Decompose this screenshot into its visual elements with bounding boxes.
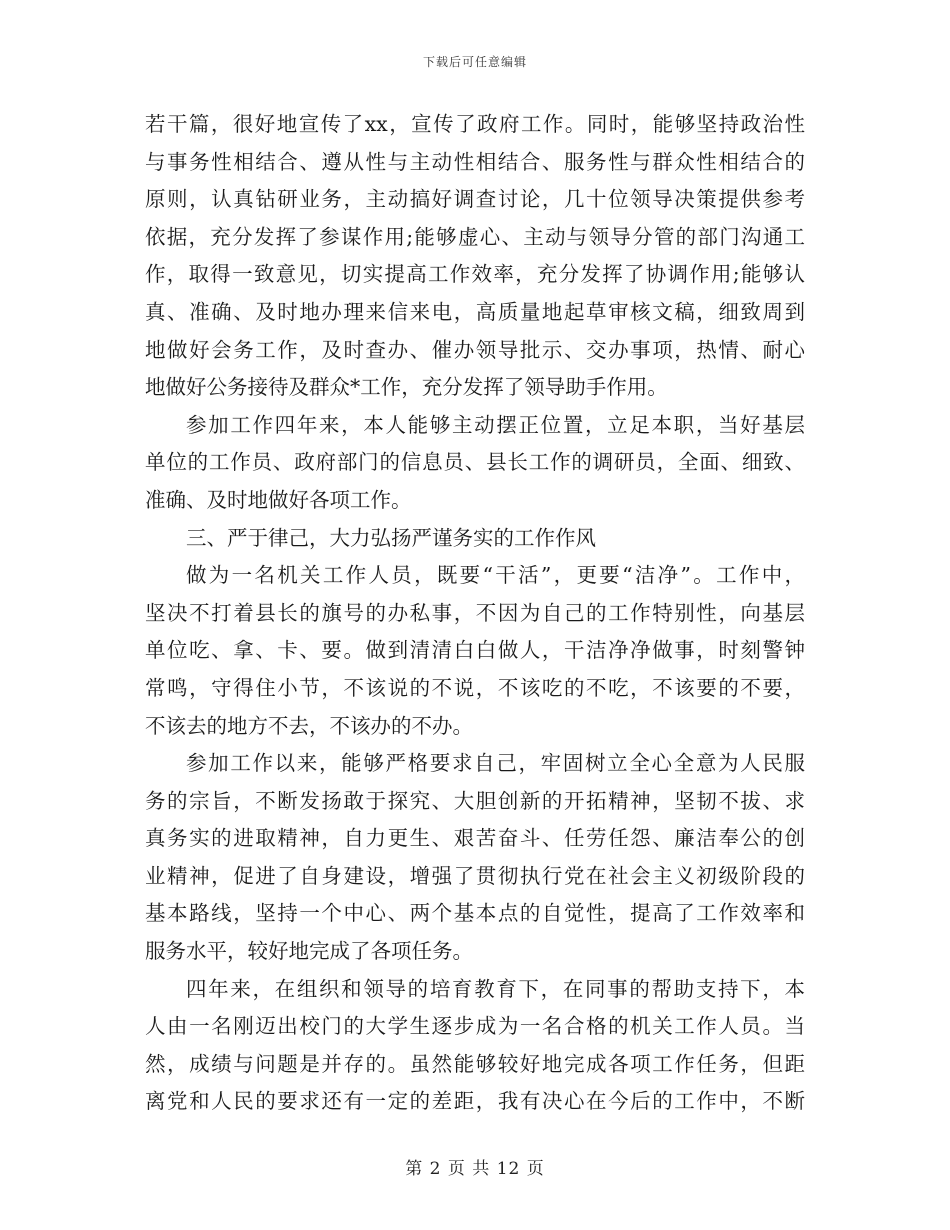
text-line: 服务水平，较好地完成了各项任务。: [145, 939, 473, 964]
text-line: 常鸣，守得住小节，不该说的不说，不该吃的不吃，不该要的不要，: [145, 675, 805, 700]
text-line: 离党和人民的要求还有一定的差距，我有决心在今后的工作中，不断: [145, 1089, 805, 1114]
section-heading: 三、严于律己，大力弘扬严谨务实的工作作风: [186, 525, 596, 550]
page-number: 第 2 页 共 12 页: [405, 1159, 545, 1179]
paragraph-first-line: 参加工作以来，能够严格要求自己，牢固树立全心全意为人民服: [186, 751, 805, 776]
paragraph-first-line: 四年来，在组织和领导的培育教育下，在同事的帮助支持下，本: [186, 976, 805, 1001]
page-header-note: 下载后可任意编辑: [422, 55, 527, 69]
text-line: 单位的工作员、政府部门的信息员、县长工作的调研员，全面、细致、: [145, 450, 805, 475]
paragraph-first-line: 参加工作四年来，本人能够主动摆正位置，立足本职，当好基层: [186, 412, 805, 437]
text-line: 准确、及时地做好各项工作。: [145, 487, 412, 512]
text-line: 单位吃、拿、卡、要。做到清清白白做人，干洁净净做事，时刻警钟: [145, 638, 805, 663]
text-line: 基本路线，坚持一个中心、两个基本点的自觉性，提高了工作效率和: [145, 901, 805, 926]
text-line: 不该去的地方不去，不该办的不办。: [145, 713, 473, 738]
text-line: 与事务性相结合、遵从性与主动性相结合、服务性与群众性相结合的: [145, 149, 805, 174]
text-line: 原则，认真钻研业务，主动搞好调查讨论，几十位领导决策提供参考: [145, 187, 805, 212]
document-body: [145, 106, 805, 1121]
text-line: 业精神，促进了自身建设，增强了贯彻执行党在社会主义初级阶段的: [145, 863, 805, 888]
text-line: 人由一名刚迈出校门的大学生逐步成为一名合格的机关工作人员。当: [145, 1014, 805, 1039]
text-line: 然，成绩与问题是并存的。虽然能够较好地完成各项工作任务，但距: [145, 1051, 805, 1076]
text-line: 真、准确、及时地办理来信来电，高质量地起草审核文稿，细致周到: [145, 299, 805, 324]
text-line: 真务实的进取精神，自力更生、艰苦奋斗、任劳任怨、廉洁奉公的创: [145, 826, 805, 851]
text-line: 地做好会务工作，及时查办、催办领导批示、交办事项，热情、耐心: [145, 337, 805, 362]
text-line: 依据，充分发挥了参谋作用;能够虚心、主动与领导分管的部门沟通工: [145, 224, 805, 249]
paragraph-first-line: 做为一名机关工作人员，既要“干活”，更要“洁净”。工作中，: [186, 563, 805, 588]
text-line: 坚决不打着县长的旗号的办私事，不因为自己的工作特别性，向基层: [145, 600, 805, 625]
text-line: 地做好公务接待及群众*工作，充分发挥了领导助手作用。: [145, 375, 668, 400]
text-line: 若干篇，很好地宣传了xx，宣传了政府工作。同时，能够坚持政治性: [145, 112, 805, 136]
text-line: 务的宗旨，不断发扬敢于探究、大胆创新的开拓精神，坚韧不拔、求: [145, 788, 805, 813]
text-line: 作，取得一致意见，切实提高工作效率，充分发挥了协调作用;能够认: [145, 262, 805, 287]
